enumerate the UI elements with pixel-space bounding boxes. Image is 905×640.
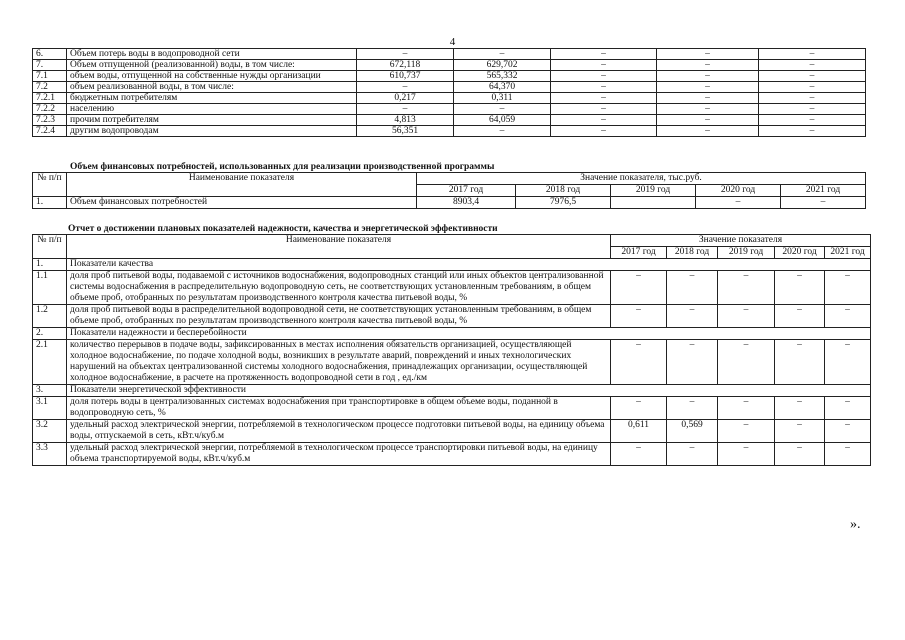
table-row: [33, 197, 866, 209]
closing-quote: ».: [850, 517, 861, 532]
indicators-report-table-body: [33, 259, 871, 466]
indicator-value: 4,813: [357, 115, 454, 126]
table-row: [33, 93, 866, 104]
indicator-value: –: [825, 397, 871, 420]
indicator-value: –: [454, 49, 551, 60]
indicator-value: –: [759, 60, 866, 71]
indicator-value: –: [657, 115, 759, 126]
row-number: 7.2.3: [33, 115, 67, 126]
indicator-value: –: [657, 126, 759, 137]
year-header: 2020 год: [696, 185, 781, 197]
row-number: 1.: [33, 259, 67, 271]
indicator-value: –: [657, 49, 759, 60]
indicator-name: объем реализованной воды, в том числе:: [67, 82, 357, 93]
indicator-value: 64,059: [454, 115, 551, 126]
indicator-value: [611, 197, 696, 209]
indicator-value: 629,702: [454, 60, 551, 71]
table3-header-name: Наименование показателя: [67, 235, 611, 259]
year-header: 2018 год: [667, 247, 718, 259]
indicator-value: –: [825, 420, 871, 443]
indicator-value: –: [611, 397, 667, 420]
indicator-name: прочим потребителям: [67, 115, 357, 126]
indicator-value: –: [718, 443, 775, 466]
indicator-value: –: [775, 420, 825, 443]
indicator-name: Объем отпущенной (реализованной) воды, в том числе:: [67, 60, 357, 71]
table-row: [33, 271, 871, 305]
table2-header-no: № п/п: [33, 173, 67, 197]
indicator-value: –: [825, 340, 871, 385]
indicator-name: удельный расход электрической энергии, потребляемой в технологическом процессе подготовки питьевой воды, на единицу объема воды, отпускаемой в сеть, кВт.ч/куб.м: [67, 420, 611, 443]
indicator-value: –: [454, 104, 551, 115]
indicator-value: –: [718, 397, 775, 420]
indicator-value: 672,118: [357, 60, 454, 71]
indicator-value: –: [657, 60, 759, 71]
indicator-value: –: [718, 340, 775, 385]
row-number: 1.1: [33, 271, 67, 305]
year-header: 2017 год: [417, 185, 516, 197]
section-heading: Показатели энергетической эффективности: [67, 385, 871, 397]
indicator-value: –: [357, 82, 454, 93]
table-row: [33, 420, 871, 443]
table-row: [33, 340, 871, 385]
table-row: [33, 115, 866, 126]
indicator-value: 0,611: [611, 420, 667, 443]
indicator-value: –: [657, 93, 759, 104]
indicator-value: 565,332: [454, 71, 551, 82]
financial-needs-title: Объем финансовых потребностей, использованных для реализации производственной программы: [70, 162, 495, 172]
row-number: 6.: [33, 49, 67, 60]
indicator-name: доля проб питьевой воды в распределительной водопроводной сети, не соответствующих установленным требованиям, в общем объеме проб, отобранных по результатам производственного контроля качества питьевой воды, %: [67, 305, 611, 328]
indicator-value: –: [718, 305, 775, 328]
indicator-value: –: [775, 443, 825, 466]
table-row: [33, 104, 866, 115]
year-header: 2020 год: [775, 247, 825, 259]
indicator-value: –: [454, 126, 551, 137]
indicator-name: объем воды, отпущенной на собственные нужды организации: [67, 71, 357, 82]
indicator-value: –: [611, 305, 667, 328]
indicator-value: –: [611, 271, 667, 305]
indicator-value: –: [759, 93, 866, 104]
indicator-value: –: [551, 126, 657, 137]
indicator-value: –: [667, 340, 718, 385]
indicator-value: –: [825, 271, 871, 305]
table-row: [33, 328, 871, 340]
table-row: [33, 82, 866, 93]
table2-header-value: Значение показателя, тыс.руб.: [417, 173, 866, 185]
row-number: 3.: [33, 385, 67, 397]
indicator-value: –: [657, 104, 759, 115]
indicator-value: –: [759, 49, 866, 60]
row-number: 7.1: [33, 71, 67, 82]
indicator-value: –: [667, 305, 718, 328]
indicator-value: –: [657, 82, 759, 93]
row-number: 7.2: [33, 82, 67, 93]
table-row: [33, 71, 866, 82]
indicator-value: –: [759, 104, 866, 115]
indicator-value: –: [357, 49, 454, 60]
water-volume-table-body: [33, 49, 866, 137]
indicator-name: доля проб питьевой воды, подаваемой с источников водоснабжения, водопроводных станций или иных объектов централизованной системы водоснабжения в распределительную водопроводную сеть, не соответствующих установленным требованиям, в общем объеме проб, отобранных по результатам производственного контроля качества питьевой воды, %: [67, 271, 611, 305]
financial-needs-table: [32, 172, 866, 209]
indicator-value: –: [759, 126, 866, 137]
indicator-value: 0,569: [667, 420, 718, 443]
section-heading: Показатели качества: [67, 259, 871, 271]
row-number: 7.2.2: [33, 104, 67, 115]
table2-header-name: Наименование показателя: [67, 173, 417, 197]
indicators-report-title: Отчет о достижении плановых показателей надежности, качества и энергетической эффективности: [68, 224, 498, 234]
indicator-name: доля потерь воды в централизованных системах водоснабжения при транспортировке в общем объеме воды, поданной в водопроводную сеть, %: [67, 397, 611, 420]
indicator-value: –: [759, 82, 866, 93]
indicator-value: 8903,4: [417, 197, 516, 209]
indicator-value: –: [657, 71, 759, 82]
indicator-value: –: [825, 305, 871, 328]
row-number: 3.3: [33, 443, 67, 466]
table-row: [33, 397, 871, 420]
year-header: 2021 год: [781, 185, 866, 197]
indicator-value: 64,370: [454, 82, 551, 93]
indicator-value: –: [775, 340, 825, 385]
indicator-name: количество перерывов в подаче воды, зафиксированных в местах исполнения обязательств организацией, осуществляющей холодное водоснабжение, по подаче холодной воды, возникших в результате аварий, повреждений и иных технологических нарушений на объектах централизованной системы холодного водоснабжения, принадлежащих организации, осуществляющей холодное водоснабжение, в расчете на протяженность водопроводной сети в год , ед./км: [67, 340, 611, 385]
table-row: [33, 385, 871, 397]
indicator-name: Объем финансовых потребностей: [67, 197, 417, 209]
indicator-value: –: [551, 60, 657, 71]
table-row: [33, 49, 866, 60]
indicator-name: удельный расход электрической энергии, потребляемой в технологическом процессе транспортировки питьевой воды, на единицу объема транспортируемой воды, кВт.ч/куб.м: [67, 443, 611, 466]
indicator-value: –: [611, 340, 667, 385]
indicator-value: 0,217: [357, 93, 454, 104]
table-row: [33, 305, 871, 328]
row-number: 2.1: [33, 340, 67, 385]
indicator-value: –: [551, 115, 657, 126]
indicator-value: –: [775, 271, 825, 305]
indicator-value: –: [551, 104, 657, 115]
indicator-value: 0,311: [454, 93, 551, 104]
row-number: 7.2.4: [33, 126, 67, 137]
indicator-value: –: [759, 71, 866, 82]
table-row: [33, 60, 866, 71]
indicator-value: –: [696, 197, 781, 209]
indicator-value: –: [759, 115, 866, 126]
year-header: 2017 год: [611, 247, 667, 259]
row-number: 2.: [33, 328, 67, 340]
year-header: 2019 год: [611, 185, 696, 197]
table-row: [33, 443, 871, 466]
table-row: [33, 259, 871, 271]
indicator-value: –: [718, 271, 775, 305]
table3-header-value: Значение показателя: [611, 235, 871, 247]
indicator-value: –: [718, 420, 775, 443]
row-number: 1.: [33, 197, 67, 209]
row-number: 3.1: [33, 397, 67, 420]
indicator-value: –: [775, 397, 825, 420]
indicator-value: –: [825, 443, 871, 466]
indicator-value: –: [551, 49, 657, 60]
water-volume-table: [32, 48, 866, 137]
table-row: [33, 126, 866, 137]
indicator-value: –: [551, 93, 657, 104]
indicator-value: –: [357, 104, 454, 115]
indicator-value: –: [775, 305, 825, 328]
page-number: 4: [449, 36, 456, 48]
indicator-value: 610,737: [357, 71, 454, 82]
indicator-value: –: [667, 397, 718, 420]
indicator-value: –: [667, 271, 718, 305]
indicator-value: 56,351: [357, 126, 454, 137]
row-number: 7.2.1: [33, 93, 67, 104]
table3-header-no: № п/п: [33, 235, 67, 259]
indicator-name: Объем потерь воды в водопроводной сети: [67, 49, 357, 60]
indicator-name: другим водопроводам: [67, 126, 357, 137]
indicator-value: 7976,5: [516, 197, 611, 209]
section-heading: Показатели надежности и бесперебойности: [67, 328, 871, 340]
row-number: 7.: [33, 60, 67, 71]
year-header: 2018 год: [516, 185, 611, 197]
financial-needs-table-body: [33, 197, 866, 209]
indicator-value: –: [551, 71, 657, 82]
indicator-value: –: [611, 443, 667, 466]
row-number: 1.2: [33, 305, 67, 328]
indicator-name: населению: [67, 104, 357, 115]
year-header: 2021 год: [825, 247, 871, 259]
indicator-name: бюджетным потребителям: [67, 93, 357, 104]
indicators-report-table: [32, 234, 871, 466]
indicator-value: –: [781, 197, 866, 209]
year-header: 2019 год: [718, 247, 775, 259]
row-number: 3.2: [33, 420, 67, 443]
indicator-value: –: [667, 443, 718, 466]
indicator-value: –: [551, 82, 657, 93]
